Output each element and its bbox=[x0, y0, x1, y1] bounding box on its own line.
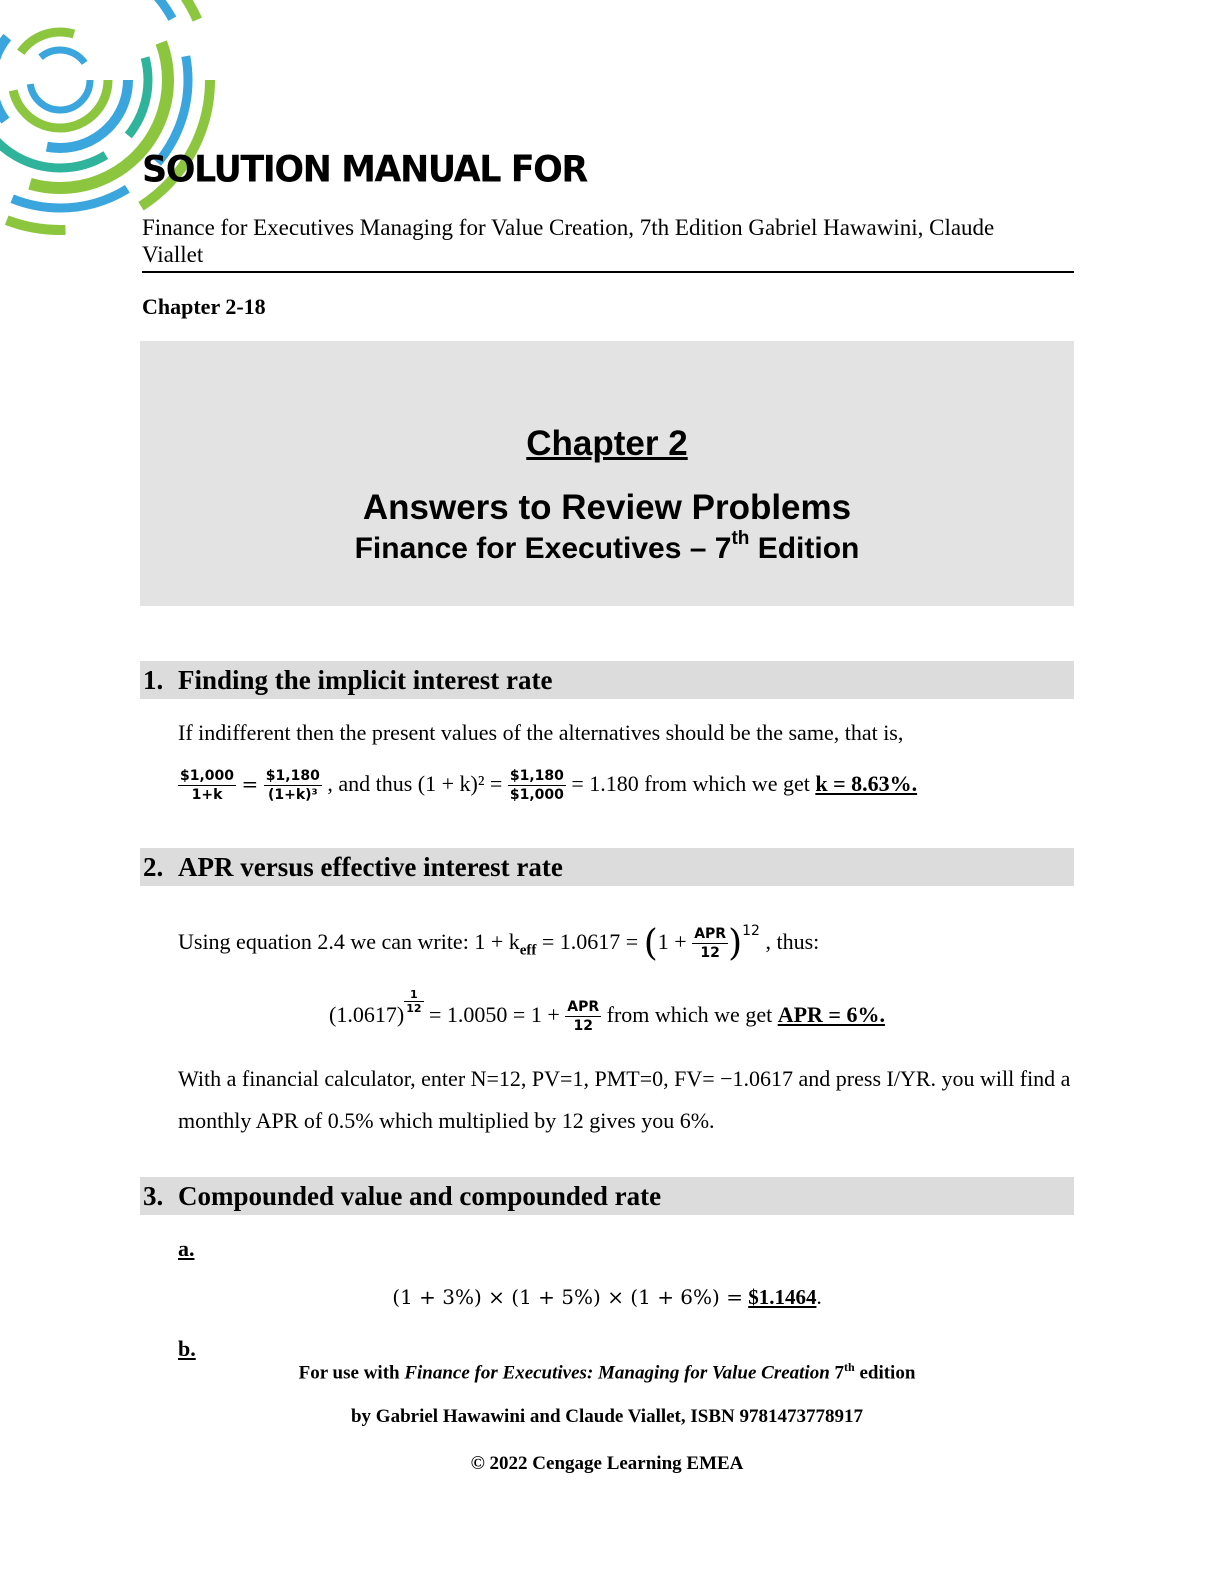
section-number: 1. bbox=[143, 665, 164, 695]
section-title: Finding the implicit interest rate bbox=[178, 665, 553, 695]
section-3-heading bbox=[140, 1177, 1074, 1215]
section-2-calculator-note: With a financial calculator, enter N=12, PV=1, PMT=0, FV= −1.0617 and press I/YR. you will find a monthly APR of 0.5% which multiplied by 12 gives you 6%. bbox=[178, 1066, 1071, 1133]
fraction-exponent: $\frac{1}{12}$ bbox=[406, 988, 422, 1015]
section-number: 3. bbox=[143, 1181, 164, 1211]
footer-usage-line: For use with Finance for Executives: Managing for Value Creation 7th edition bbox=[298, 1360, 916, 1384]
section-2-heading bbox=[140, 848, 1074, 886]
answers-heading: Answers to Review Problems bbox=[362, 488, 852, 527]
section-2-equation-line-1: Using equation 2.4 we can write: $1 + k_{eff} = 1.0617 = (1$ + $\frac{\text{APR}}{12}$ )$^{12}$ , thus: bbox=[178, 922, 820, 964]
footer-authors-isbn: by Gabriel Hawawini and Claude Viallet, ISBN 9781473778917 bbox=[350, 1406, 863, 1427]
section-1-equation: $\frac{\$1,000}{1+k}$ = $\frac{\$1,180}{\text{(1+k)³}}$ , and thus (1 + k)² = $\frac{\$1,180}{\$1,000}$ = 1.180 from which we get k = 8.63%. bbox=[180, 768, 918, 804]
fraction: $\frac{\text{APR}}{12}$ bbox=[694, 926, 727, 962]
result-highlight: APR = 6%. bbox=[777, 1002, 885, 1027]
part-a-label: a. bbox=[178, 1236, 195, 1261]
fraction: $\frac{\$1,180}{\text{(1+k)³}}$ bbox=[265, 768, 320, 804]
book-citation: Finance for Executives Managing for Value Creation, 7th Edition Gabriel Hawawini, Claude Viallet bbox=[142, 215, 995, 267]
part-a-equation: (1 + 3%) × (1 + 5%) × (1 + 6%) = $1.1464. bbox=[392, 1285, 822, 1309]
chapter-range: Chapter 2-18 bbox=[142, 294, 266, 319]
chapter-heading: Chapter 2 bbox=[526, 424, 688, 463]
section-2-equation-line-2: (1.0617) $\frac{1}{12}$ = 1.0050 = 1 + $\frac{\text{APR}}{12}$ from which we get APR = 6%. bbox=[329, 988, 885, 1035]
result-highlight: $1.1464 bbox=[748, 1285, 817, 1309]
section-1-heading bbox=[140, 661, 1074, 699]
section-title: APR versus effective interest rate bbox=[178, 852, 563, 882]
edition-heading: Finance for Executives – 7th Edition bbox=[354, 528, 860, 565]
footer-copyright: © 2022 Cengage Learning EMEA bbox=[470, 1453, 744, 1474]
fraction: $\frac{\$1,000}{1+k}$ bbox=[180, 768, 235, 804]
header-divider bbox=[142, 271, 1074, 273]
section-number: 2. bbox=[143, 852, 164, 882]
result-highlight: k = 8.63%. bbox=[815, 771, 918, 796]
section-title: Compounded value and compounded rate bbox=[178, 1181, 662, 1211]
section-1-intro: If indifferent then the present values of the alternatives should be the same, that is, bbox=[178, 720, 904, 745]
fraction: $\frac{\text{APR}}{12}$ bbox=[567, 999, 600, 1035]
fraction: $\frac{\$1,180}{\$1,000}$ bbox=[509, 768, 564, 804]
manual-title: SOLUTION MANUAL FOR bbox=[142, 149, 587, 191]
part-b-label: b. bbox=[178, 1336, 196, 1361]
chapter-banner bbox=[140, 341, 1074, 606]
